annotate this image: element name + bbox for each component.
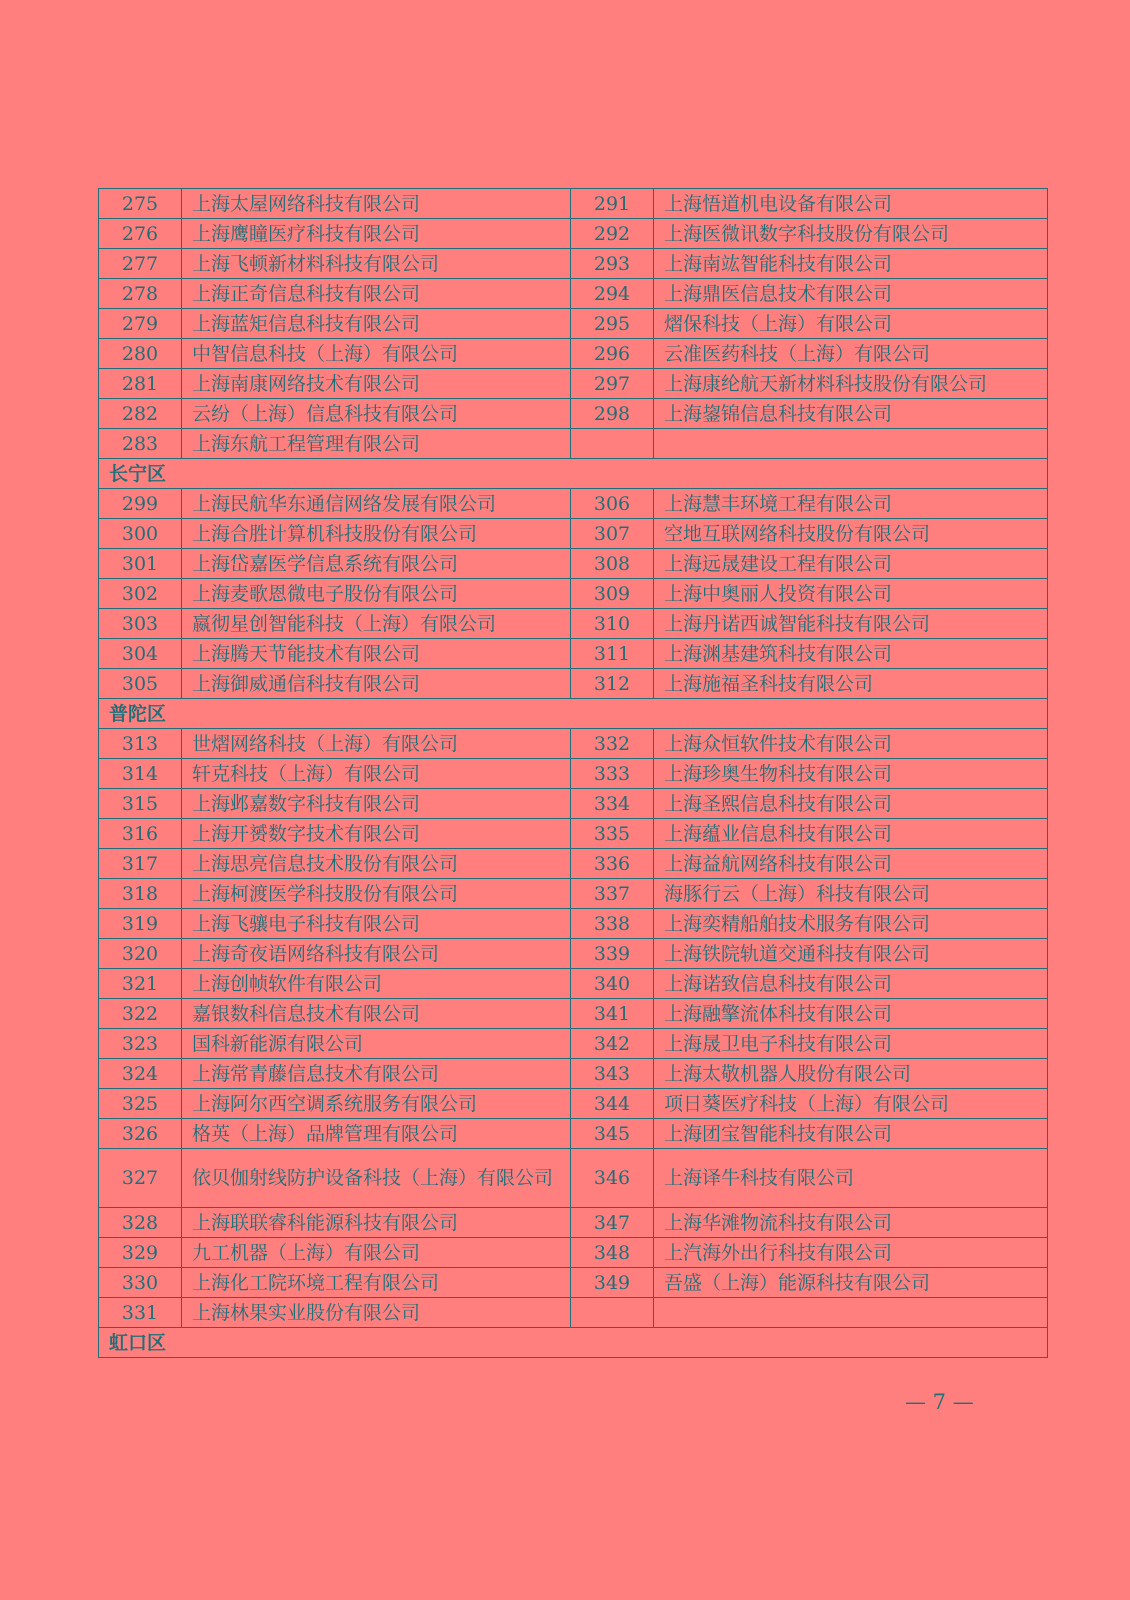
- serial-number-cell: 346: [571, 1149, 654, 1208]
- serial-number-cell: 337: [571, 879, 654, 909]
- serial-number-cell: 275: [99, 189, 182, 219]
- serial-number-cell: 314: [99, 759, 182, 789]
- serial-number-cell: 277: [99, 249, 182, 279]
- serial-number-cell: 276: [99, 219, 182, 249]
- serial-number-cell: 320: [99, 939, 182, 969]
- serial-number-cell: 306: [571, 489, 654, 519]
- serial-number-cell: 283: [99, 429, 182, 459]
- company-name-cell: 上海悟道机电设备有限公司: [654, 189, 1048, 219]
- serial-number-cell: 319: [99, 909, 182, 939]
- table-row: [99, 609, 1048, 639]
- company-name-cell: 上海御威通信科技有限公司: [182, 669, 571, 699]
- company-name-cell: 轩克科技（上海）有限公司: [182, 759, 571, 789]
- company-name-cell: 上海团宝智能科技有限公司: [654, 1119, 1048, 1149]
- company-name-cell: 上海铁院轨道交通科技有限公司: [654, 939, 1048, 969]
- serial-number-cell: 336: [571, 849, 654, 879]
- company-name-cell: 上海蕴业信息科技有限公司: [654, 819, 1048, 849]
- serial-number-cell: 278: [99, 279, 182, 309]
- table-row: [99, 429, 1048, 459]
- serial-number-cell: 330: [99, 1268, 182, 1298]
- table-row: [99, 1059, 1048, 1089]
- table-row: [99, 879, 1048, 909]
- company-name-cell: 上海融擎流体科技有限公司: [654, 999, 1048, 1029]
- company-name-cell: 空地互联网络科技股份有限公司: [654, 519, 1048, 549]
- company-name-cell: 上海蓝矩信息科技有限公司: [182, 309, 571, 339]
- company-name-cell: 国科新能源有限公司: [182, 1029, 571, 1059]
- table-row: [99, 1089, 1048, 1119]
- company-name-cell: 上海开赟数字技术有限公司: [182, 819, 571, 849]
- company-name-cell: 上海康纶航天新材料科技股份有限公司: [654, 369, 1048, 399]
- company-name-cell: 世熠网络科技（上海）有限公司: [182, 729, 571, 759]
- serial-number-cell: 292: [571, 219, 654, 249]
- company-name-cell: 上海正奇信息科技有限公司: [182, 279, 571, 309]
- table-row: [99, 279, 1048, 309]
- serial-number-cell: 326: [99, 1119, 182, 1149]
- table-row: [99, 1208, 1048, 1238]
- serial-number-cell: 324: [99, 1059, 182, 1089]
- table-row: [99, 309, 1048, 339]
- serial-number-cell: 307: [571, 519, 654, 549]
- serial-number-cell: 348: [571, 1238, 654, 1268]
- serial-number-cell: 325: [99, 1089, 182, 1119]
- company-name-cell: 上海益航网络科技有限公司: [654, 849, 1048, 879]
- company-name-cell: 云纷（上海）信息科技有限公司: [182, 399, 571, 429]
- company-name-cell: 熠保科技（上海）有限公司: [654, 309, 1048, 339]
- company-name-cell: 上海飞骧电子科技有限公司: [182, 909, 571, 939]
- company-name-cell: 上海诺致信息科技有限公司: [654, 969, 1048, 999]
- table-row: [99, 579, 1048, 609]
- table-row: [99, 1149, 1048, 1208]
- company-name-cell: 嬴彻星创智能科技（上海）有限公司: [182, 609, 571, 639]
- serial-number-cell: 302: [99, 579, 182, 609]
- serial-number-cell: 296: [571, 339, 654, 369]
- serial-number-cell: 344: [571, 1089, 654, 1119]
- serial-number-cell: 281: [99, 369, 182, 399]
- table-row: [99, 849, 1048, 879]
- serial-number-cell: 293: [571, 249, 654, 279]
- serial-number-cell: 345: [571, 1119, 654, 1149]
- company-name-cell: 上海柯渡医学科技股份有限公司: [182, 879, 571, 909]
- company-name-cell: 上海太屋网络科技有限公司: [182, 189, 571, 219]
- serial-number-cell: 279: [99, 309, 182, 339]
- table-row: [99, 519, 1048, 549]
- table-row: [99, 789, 1048, 819]
- company-list-body: [99, 189, 1048, 1358]
- company-name-cell: 吾盛（上海）能源科技有限公司: [654, 1268, 1048, 1298]
- company-name-cell: 上海鼎医信息技术有限公司: [654, 279, 1048, 309]
- company-name-cell: 上海众恒软件技术有限公司: [654, 729, 1048, 759]
- company-name-cell: 上海远晟建设工程有限公司: [654, 549, 1048, 579]
- serial-number-cell: 299: [99, 489, 182, 519]
- serial-number-cell: 338: [571, 909, 654, 939]
- serial-number-cell: 304: [99, 639, 182, 669]
- company-name-cell: 上海太敬机器人股份有限公司: [654, 1059, 1048, 1089]
- serial-number-cell: [571, 1298, 654, 1328]
- company-name-cell: 上海译牛科技有限公司: [654, 1149, 1048, 1208]
- company-name-cell: 上海东航工程管理有限公司: [182, 429, 571, 459]
- company-name-cell: 上海邺嘉数字科技有限公司: [182, 789, 571, 819]
- company-name-cell: 中智信息科技（上海）有限公司: [182, 339, 571, 369]
- company-name-cell: 上海鹰瞳医疗科技有限公司: [182, 219, 571, 249]
- table-row: [99, 939, 1048, 969]
- serial-number-cell: 335: [571, 819, 654, 849]
- company-name-cell: 上海华滩物流科技有限公司: [654, 1208, 1048, 1238]
- table-row: [99, 369, 1048, 399]
- serial-number-cell: 300: [99, 519, 182, 549]
- serial-number-cell: 311: [571, 639, 654, 669]
- company-name-cell: 上海中奥丽人投资有限公司: [654, 579, 1048, 609]
- serial-number-cell: 312: [571, 669, 654, 699]
- company-name-cell: 九工机器（上海）有限公司: [182, 1238, 571, 1268]
- serial-number-cell: 321: [99, 969, 182, 999]
- company-name-cell: 上海合胜计算机科技股份有限公司: [182, 519, 571, 549]
- serial-number-cell: [571, 429, 654, 459]
- district-title: 虹口区: [99, 1328, 1048, 1358]
- company-name-cell: 上海飞顿新材料科技有限公司: [182, 249, 571, 279]
- serial-number-cell: 291: [571, 189, 654, 219]
- company-name-cell: 上汽海外出行科技有限公司: [654, 1238, 1048, 1268]
- company-name-cell: 上海晟卫电子科技有限公司: [654, 1029, 1048, 1059]
- company-name-cell: 上海民航华东通信网络发展有限公司: [182, 489, 571, 519]
- company-name-cell: 嘉银数科信息技术有限公司: [182, 999, 571, 1029]
- page-number: — 7 —: [905, 1390, 974, 1414]
- serial-number-cell: 298: [571, 399, 654, 429]
- district-title: 长宁区: [99, 459, 1048, 489]
- company-name-cell: 上海慧丰环境工程有限公司: [654, 489, 1048, 519]
- company-name-cell: 上海化工院环境工程有限公司: [182, 1268, 571, 1298]
- serial-number-cell: 328: [99, 1208, 182, 1238]
- table-row: [99, 969, 1048, 999]
- serial-number-cell: 327: [99, 1149, 182, 1208]
- company-name-cell: 上海奇夜语网络科技有限公司: [182, 939, 571, 969]
- table-row: [99, 219, 1048, 249]
- serial-number-cell: 282: [99, 399, 182, 429]
- serial-number-cell: 339: [571, 939, 654, 969]
- serial-number-cell: 332: [571, 729, 654, 759]
- company-name-cell: 上海南康网络技术有限公司: [182, 369, 571, 399]
- table-row: [99, 999, 1048, 1029]
- company-name-cell: 依贝伽射线防护设备科技（上海）有限公司: [182, 1149, 571, 1208]
- serial-number-cell: 329: [99, 1238, 182, 1268]
- serial-number-cell: 323: [99, 1029, 182, 1059]
- company-name-cell: 上海联联睿科能源科技有限公司: [182, 1208, 571, 1238]
- serial-number-cell: 301: [99, 549, 182, 579]
- table-row: [99, 1268, 1048, 1298]
- table-row: [99, 399, 1048, 429]
- company-name-cell: 上海麦歌恩微电子股份有限公司: [182, 579, 571, 609]
- serial-number-cell: 341: [571, 999, 654, 1029]
- table-row: [99, 189, 1048, 219]
- company-name-cell: 上海渊基建筑科技有限公司: [654, 639, 1048, 669]
- company-name-cell: 上海阿尔西空调系统服务有限公司: [182, 1089, 571, 1119]
- company-name-cell: 海豚行云（上海）科技有限公司: [654, 879, 1048, 909]
- company-name-cell: 上海珍奥生物科技有限公司: [654, 759, 1048, 789]
- company-name-cell: 上海创帧软件有限公司: [182, 969, 571, 999]
- serial-number-cell: 331: [99, 1298, 182, 1328]
- table-row: [99, 339, 1048, 369]
- serial-number-cell: 333: [571, 759, 654, 789]
- company-name-cell: 格英（上海）品牌管理有限公司: [182, 1119, 571, 1149]
- serial-number-cell: 313: [99, 729, 182, 759]
- serial-number-cell: 349: [571, 1268, 654, 1298]
- company-name-cell: 上海南竑智能科技有限公司: [654, 249, 1048, 279]
- company-name-cell: 上海医微讯数字科技股份有限公司: [654, 219, 1048, 249]
- serial-number-cell: 309: [571, 579, 654, 609]
- district-header-row: [99, 1328, 1048, 1358]
- company-list-table: [98, 188, 1048, 1358]
- serial-number-cell: 316: [99, 819, 182, 849]
- company-name-cell: 上海施福圣科技有限公司: [654, 669, 1048, 699]
- company-name-cell: 上海丹诺西诚智能科技有限公司: [654, 609, 1048, 639]
- serial-number-cell: 340: [571, 969, 654, 999]
- table-row: [99, 639, 1048, 669]
- table-row: [99, 489, 1048, 519]
- serial-number-cell: 308: [571, 549, 654, 579]
- serial-number-cell: 318: [99, 879, 182, 909]
- district-header-row: [99, 699, 1048, 729]
- serial-number-cell: 322: [99, 999, 182, 1029]
- table-row: [99, 249, 1048, 279]
- company-name-cell: 上海常青藤信息技术有限公司: [182, 1059, 571, 1089]
- serial-number-cell: 295: [571, 309, 654, 339]
- serial-number-cell: 343: [571, 1059, 654, 1089]
- company-name-cell: 云准医药科技（上海）有限公司: [654, 339, 1048, 369]
- table-row: [99, 1298, 1048, 1328]
- company-name-cell: 上海林果实业股份有限公司: [182, 1298, 571, 1328]
- serial-number-cell: 334: [571, 789, 654, 819]
- company-name-cell: 上海岱嘉医学信息系统有限公司: [182, 549, 571, 579]
- company-name-cell: 上海奕精船舶技术服务有限公司: [654, 909, 1048, 939]
- company-name-cell: 项日葵医疗科技（上海）有限公司: [654, 1089, 1048, 1119]
- company-name-cell: [654, 1298, 1048, 1328]
- table-row: [99, 909, 1048, 939]
- table-row: [99, 1029, 1048, 1059]
- serial-number-cell: 310: [571, 609, 654, 639]
- serial-number-cell: 347: [571, 1208, 654, 1238]
- serial-number-cell: 297: [571, 369, 654, 399]
- company-name-cell: 上海思亮信息技术股份有限公司: [182, 849, 571, 879]
- table-row: [99, 759, 1048, 789]
- serial-number-cell: 280: [99, 339, 182, 369]
- serial-number-cell: 303: [99, 609, 182, 639]
- district-header-row: [99, 459, 1048, 489]
- table-row: [99, 819, 1048, 849]
- table-row: [99, 549, 1048, 579]
- table-row: [99, 1238, 1048, 1268]
- company-name-cell: 上海圣熙信息科技有限公司: [654, 789, 1048, 819]
- table-row: [99, 729, 1048, 759]
- company-name-cell: [654, 429, 1048, 459]
- table-row: [99, 1119, 1048, 1149]
- serial-number-cell: 294: [571, 279, 654, 309]
- company-name-cell: 上海腾天节能技术有限公司: [182, 639, 571, 669]
- serial-number-cell: 305: [99, 669, 182, 699]
- company-name-cell: 上海鋆锦信息科技有限公司: [654, 399, 1048, 429]
- serial-number-cell: 315: [99, 789, 182, 819]
- table-row: [99, 669, 1048, 699]
- serial-number-cell: 317: [99, 849, 182, 879]
- district-title: 普陀区: [99, 699, 1048, 729]
- serial-number-cell: 342: [571, 1029, 654, 1059]
